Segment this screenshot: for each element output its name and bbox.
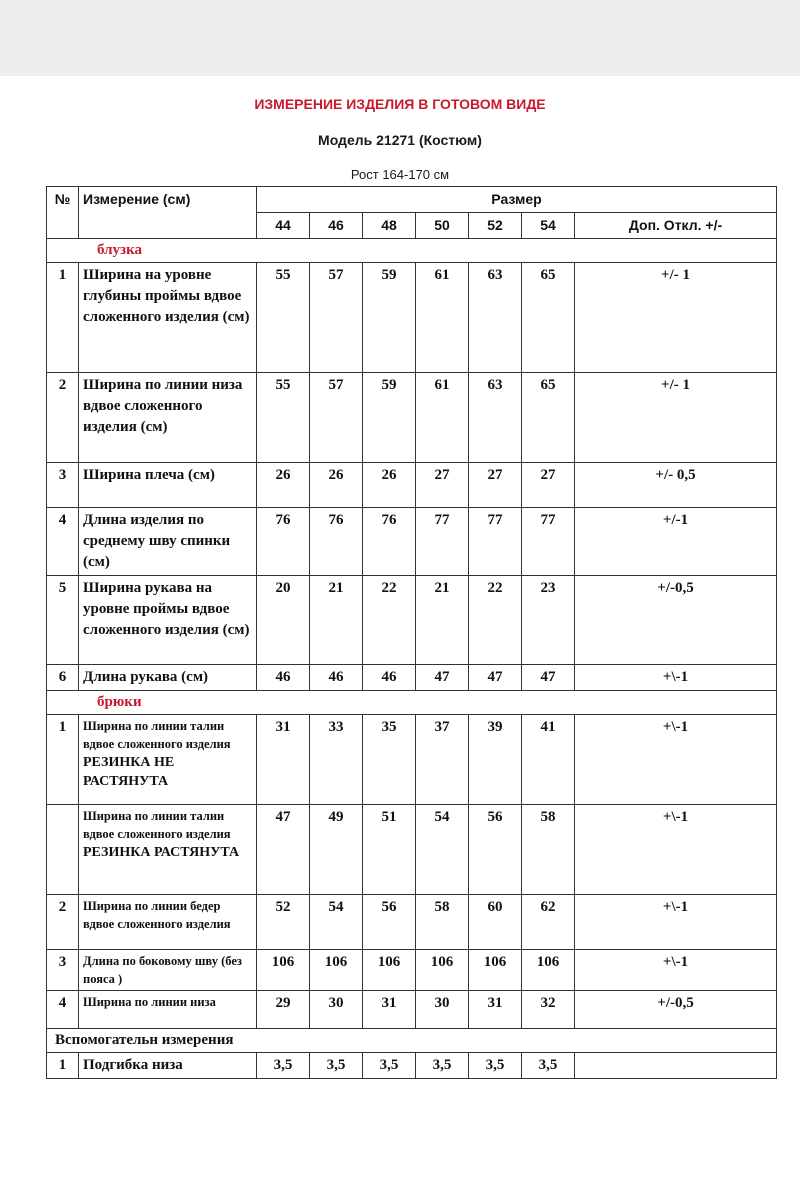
size-value: 106 (416, 950, 469, 991)
size-value: 106 (469, 950, 522, 991)
size-value: 23 (522, 576, 575, 665)
tolerance-value: +/-1 (575, 508, 777, 576)
size-value: 47 (257, 805, 310, 895)
size-value: 3,5 (257, 1053, 310, 1079)
size-value: 61 (416, 263, 469, 373)
size-value: 56 (363, 895, 416, 950)
table-row (47, 373, 777, 463)
size-value: 29 (257, 991, 310, 1029)
size-value: 77 (522, 508, 575, 576)
measurement-name: Ширина плеча (см) (83, 467, 215, 483)
size-value: 57 (310, 373, 363, 463)
measurement-name: Длина изделия по среднему шву спинки (см) (83, 512, 231, 570)
measurement-name: Ширина по линии бедер вдвое сложенного изделия (83, 899, 231, 931)
row-number: 5 (47, 576, 79, 665)
size-value: 76 (363, 508, 416, 576)
size-value: 37 (416, 715, 469, 805)
header-size-46: 46 (310, 213, 363, 239)
header-num: № (47, 187, 79, 239)
row-number: 6 (47, 665, 79, 691)
tolerance-value: +/-0,5 (575, 991, 777, 1029)
size-value: 62 (522, 895, 575, 950)
size-value: 32 (522, 991, 575, 1029)
table-row (47, 665, 777, 691)
measurement-name: Подгибка низа (83, 1057, 183, 1073)
size-value: 59 (363, 263, 416, 373)
tolerance-value: +\-1 (575, 950, 777, 991)
row-label (79, 576, 257, 665)
document-title: ИЗМЕРЕНИЕ ИЗДЕЛИЯ В ГОТОВОМ ВИДЕ (254, 96, 546, 112)
row-label (79, 508, 257, 576)
size-value: 106 (257, 950, 310, 991)
row-number: 2 (47, 373, 79, 463)
size-value: 3,5 (522, 1053, 575, 1079)
size-value: 31 (257, 715, 310, 805)
row-label (79, 715, 257, 805)
size-value: 22 (469, 576, 522, 665)
size-value: 47 (416, 665, 469, 691)
size-value: 65 (522, 373, 575, 463)
row-number: 2 (47, 895, 79, 950)
table-row (47, 950, 777, 991)
section-row (47, 691, 777, 715)
size-value: 49 (310, 805, 363, 895)
size-value: 46 (310, 665, 363, 691)
measurement-name: Ширина по линии низа (83, 995, 216, 1009)
size-value: 46 (257, 665, 310, 691)
size-value: 54 (310, 895, 363, 950)
header-size-44: 44 (257, 213, 310, 239)
size-value: 57 (310, 263, 363, 373)
tolerance-value: +\-1 (575, 665, 777, 691)
table-body (47, 187, 777, 1079)
size-value: 31 (363, 991, 416, 1029)
model-name: Модель 21271 (Костюм) (318, 132, 482, 148)
row-number: 1 (47, 715, 79, 805)
section-title: блузка (47, 239, 777, 263)
size-value: 47 (522, 665, 575, 691)
row-label (79, 895, 257, 950)
size-value: 3,5 (469, 1053, 522, 1079)
row-label (79, 805, 257, 895)
size-value: 35 (363, 715, 416, 805)
header-tolerance: Доп. Откл. +/- (575, 213, 777, 239)
tolerance-value: +\-1 (575, 715, 777, 805)
header-size-52: 52 (469, 213, 522, 239)
size-value: 30 (310, 991, 363, 1029)
size-value: 76 (310, 508, 363, 576)
row-number: 4 (47, 508, 79, 576)
size-value: 47 (469, 665, 522, 691)
row-label (79, 1053, 257, 1079)
size-value: 3,5 (416, 1053, 469, 1079)
section-title: брюки (47, 691, 777, 715)
size-value: 63 (469, 373, 522, 463)
tolerance-value: +\-1 (575, 895, 777, 950)
table-row (47, 263, 777, 373)
height-range: Рост 164-170 см (350, 167, 450, 182)
size-value: 46 (363, 665, 416, 691)
size-value: 3,5 (310, 1053, 363, 1079)
aux-section-title: Вспомогательн измерения (47, 1029, 777, 1053)
size-value: 30 (416, 991, 469, 1029)
size-value: 20 (257, 576, 310, 665)
row-number: 4 (47, 991, 79, 1029)
size-value: 55 (257, 373, 310, 463)
size-value: 26 (257, 463, 310, 508)
row-label (79, 950, 257, 991)
measurement-name: Ширина на уровне глубины проймы вдвое сложенного изделия (см) (83, 267, 250, 325)
measurement-name: Ширина по линии талии вдвое сложенного изделия (83, 719, 231, 751)
size-value: 41 (522, 715, 575, 805)
size-value: 52 (257, 895, 310, 950)
size-value: 55 (257, 263, 310, 373)
row-number (47, 805, 79, 895)
tolerance-value: +/- 1 (575, 373, 777, 463)
header-measure: Измерение (см) (79, 187, 257, 239)
table-row (47, 463, 777, 508)
header-size-48: 48 (363, 213, 416, 239)
row-label (79, 263, 257, 373)
aux-section-row (47, 1029, 777, 1053)
size-value: 65 (522, 263, 575, 373)
row-number: 1 (47, 1053, 79, 1079)
table-row (47, 895, 777, 950)
header-size: Размер (257, 187, 777, 213)
size-value: 106 (363, 950, 416, 991)
measurement-name: Длина рукава (см) (83, 669, 209, 685)
header-row (47, 187, 777, 213)
measurement-name: Длина по боковому шву (без пояса ) (83, 954, 242, 986)
measurement-name: Ширина рукава на уровне проймы вдвое сложенного изделия (см) (83, 580, 250, 638)
size-value: 27 (522, 463, 575, 508)
elastic-state: РЕЗИНКА НЕ РАСТЯНУТА (83, 755, 175, 789)
size-value: 27 (416, 463, 469, 508)
size-value: 58 (416, 895, 469, 950)
tolerance-value (575, 1053, 777, 1079)
size-value: 106 (310, 950, 363, 991)
header-size-54: 54 (522, 213, 575, 239)
size-value: 31 (469, 991, 522, 1029)
tolerance-value: +\-1 (575, 805, 777, 895)
size-value: 26 (310, 463, 363, 508)
size-value: 56 (469, 805, 522, 895)
size-value: 59 (363, 373, 416, 463)
size-value: 51 (363, 805, 416, 895)
table-row (47, 508, 777, 576)
size-value: 3,5 (363, 1053, 416, 1079)
row-label (79, 665, 257, 691)
row-number: 3 (47, 950, 79, 991)
size-value: 61 (416, 373, 469, 463)
size-value: 27 (469, 463, 522, 508)
size-value: 77 (469, 508, 522, 576)
row-label (79, 463, 257, 508)
table-row (47, 1053, 777, 1079)
size-value: 77 (416, 508, 469, 576)
measurement-name: Ширина по линии талии вдвое сложенного изделия (83, 809, 231, 841)
size-value: 54 (416, 805, 469, 895)
size-value: 39 (469, 715, 522, 805)
section-row (47, 239, 777, 263)
size-value: 60 (469, 895, 522, 950)
tolerance-value: +/- 0,5 (575, 463, 777, 508)
row-label (79, 991, 257, 1029)
elastic-state: РЕЗИНКА РАСТЯНУТА (83, 845, 240, 860)
table-row (47, 991, 777, 1029)
size-value: 33 (310, 715, 363, 805)
measurement-table (46, 186, 777, 1079)
size-value: 21 (416, 576, 469, 665)
size-value: 58 (522, 805, 575, 895)
size-value: 76 (257, 508, 310, 576)
size-value: 21 (310, 576, 363, 665)
row-number: 1 (47, 263, 79, 373)
size-value: 26 (363, 463, 416, 508)
tolerance-value: +/-0,5 (575, 576, 777, 665)
tolerance-value: +/- 1 (575, 263, 777, 373)
size-value: 106 (522, 950, 575, 991)
header-size-50: 50 (416, 213, 469, 239)
table-row (47, 805, 777, 895)
measurement-name: Ширина по линии низа вдвое сложенного изделия (см) (83, 377, 243, 435)
size-value: 22 (363, 576, 416, 665)
size-value: 63 (469, 263, 522, 373)
table-row (47, 576, 777, 665)
row-number: 3 (47, 463, 79, 508)
top-band (0, 0, 800, 76)
row-label (79, 373, 257, 463)
table-row (47, 715, 777, 805)
